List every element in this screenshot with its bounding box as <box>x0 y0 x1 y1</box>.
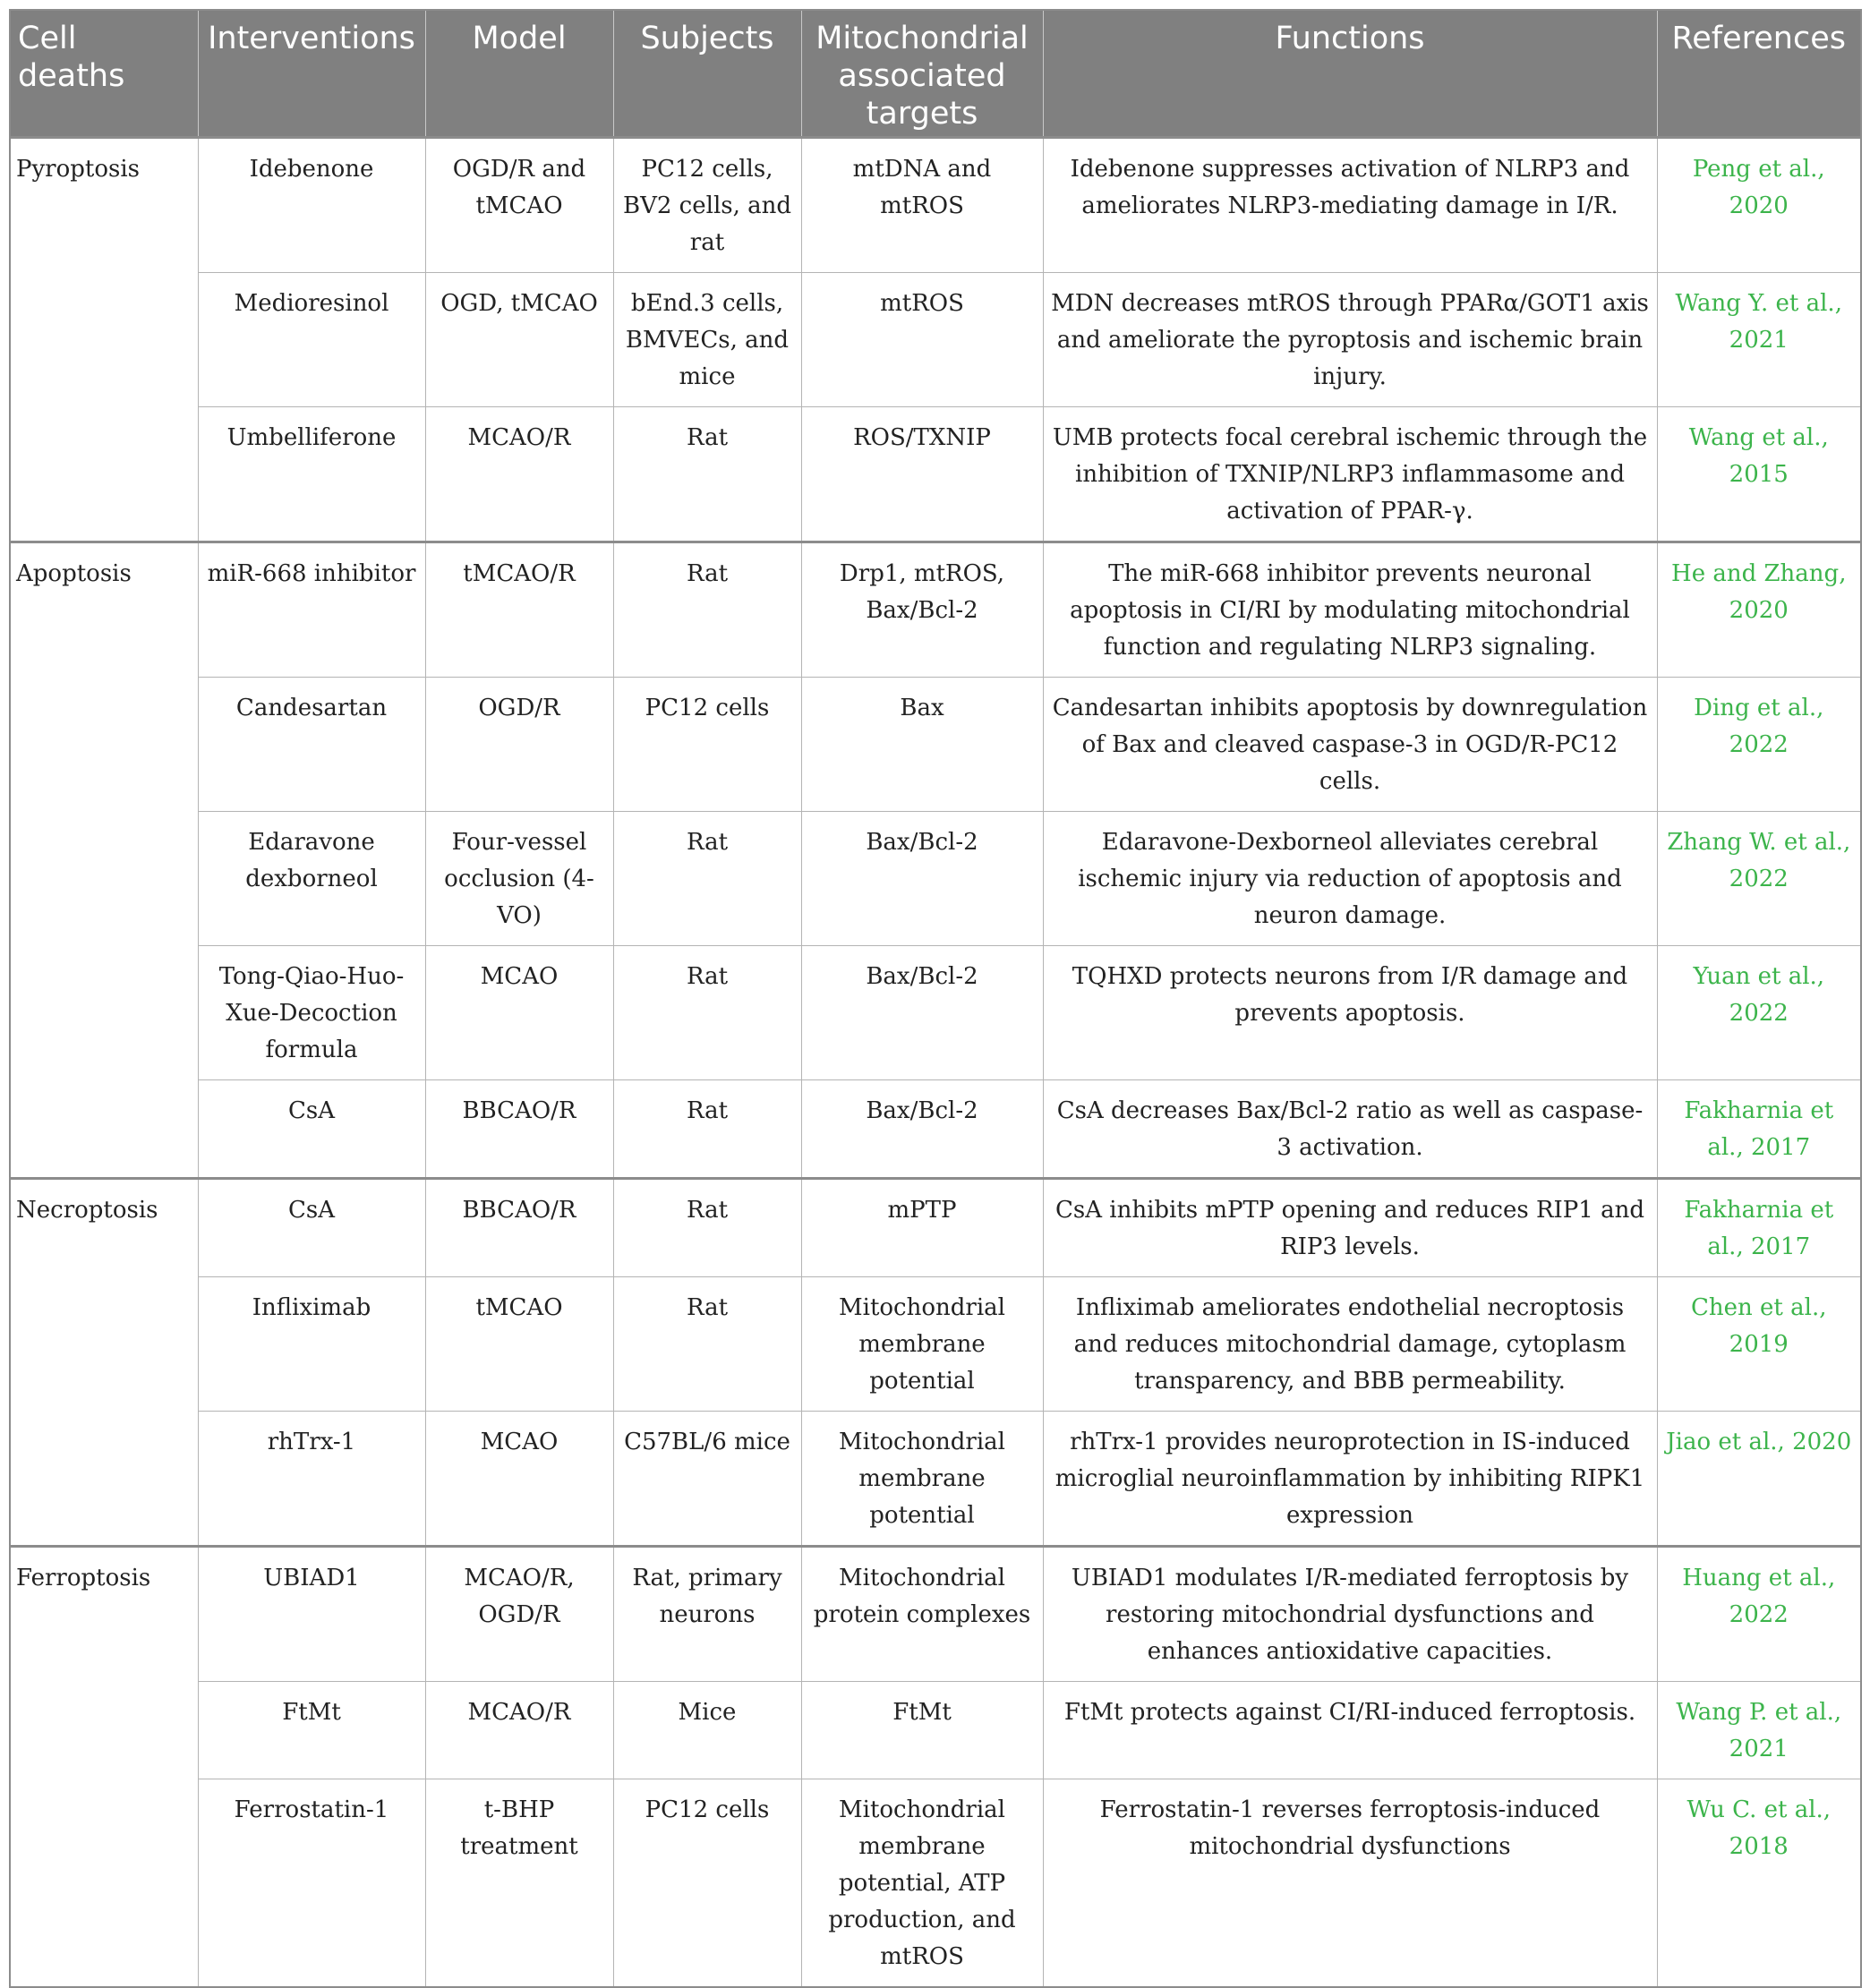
table-row <box>10 407 1861 542</box>
model-cell: MCAO/R <box>425 407 613 542</box>
functions-cell: UBIAD1 modulates I/R-mediated ferroptosis by restoring mitochondrial dysfunctions and enhances antioxidative capacities. <box>1043 1547 1657 1682</box>
model-cell: tMCAO/R <box>425 542 613 678</box>
functions-cell: Candesartan inhibits apoptosis by downregulation of Bax and cleaved caspase-3 in OGD/R-PC12 cells. <box>1043 678 1657 812</box>
functions-cell: MDN decreases mtROS through PPARα/GOT1 axis and ameliorate the pyroptosis and ischemic brain injury. <box>1043 273 1657 407</box>
cell-death-type: Pyroptosis <box>10 138 198 542</box>
header-row <box>10 10 1861 138</box>
intervention-cell: Ferrostatin-1 <box>198 1779 425 1988</box>
model-cell: BBCAO/R <box>425 1080 613 1179</box>
functions-cell: Edaravone-Dexborneol alleviates cerebral ischemic injury via reduction of apoptosis and neuron damage. <box>1043 812 1657 946</box>
table-row <box>10 1779 1861 1988</box>
model-cell: OGD, tMCAO <box>425 273 613 407</box>
table-row <box>10 542 1861 678</box>
header-mitochondrial-targets: Mitochondrial associated targets <box>801 10 1043 138</box>
subjects-cell: PC12 cells, BV2 cells, and rat <box>613 138 801 273</box>
table-row <box>10 1547 1861 1682</box>
reference-link[interactable]: Wang et al., 2015 <box>1657 407 1861 542</box>
targets-cell: Bax/Bcl-2 <box>801 1080 1043 1179</box>
model-cell: MCAO <box>425 946 613 1080</box>
header-cell-deaths: Cell deaths <box>10 10 198 138</box>
subjects-cell: bEnd.3 cells, BMVECs, and mice <box>613 273 801 407</box>
table-row <box>10 1179 1861 1277</box>
targets-cell: mtROS <box>801 273 1043 407</box>
subjects-cell: Rat <box>613 1179 801 1277</box>
targets-cell: mPTP <box>801 1179 1043 1277</box>
cell-death-type: Necroptosis <box>10 1179 198 1547</box>
targets-cell: Mitochondrial membrane potential, ATP production, and mtROS <box>801 1779 1043 1988</box>
intervention-cell: miR-668 inhibitor <box>198 542 425 678</box>
intervention-cell: Medioresinol <box>198 273 425 407</box>
intervention-cell: rhTrx-1 <box>198 1412 425 1547</box>
model-cell: OGD/R <box>425 678 613 812</box>
table-row <box>10 1080 1861 1179</box>
subjects-cell: PC12 cells <box>613 1779 801 1988</box>
header-subjects: Subjects <box>613 10 801 138</box>
model-cell: MCAO/R <box>425 1682 613 1779</box>
targets-cell: ROS/TXNIP <box>801 407 1043 542</box>
subjects-cell: Rat <box>613 1080 801 1179</box>
subjects-cell: Rat <box>613 407 801 542</box>
table-row <box>10 273 1861 407</box>
model-cell: BBCAO/R <box>425 1179 613 1277</box>
intervention-cell: FtMt <box>198 1682 425 1779</box>
model-cell: OGD/R and tMCAO <box>425 138 613 273</box>
table-row <box>10 678 1861 812</box>
subjects-cell: Rat <box>613 946 801 1080</box>
intervention-cell: CsA <box>198 1179 425 1277</box>
reference-link[interactable]: Wu C. et al., 2018 <box>1657 1779 1861 1988</box>
reference-link[interactable]: Peng et al., 2020 <box>1657 138 1861 273</box>
intervention-cell: UBIAD1 <box>198 1547 425 1682</box>
subjects-cell: Rat <box>613 812 801 946</box>
intervention-cell: Umbelliferone <box>198 407 425 542</box>
functions-cell: rhTrx-1 provides neuroprotection in IS-induced microglial neuroinflammation by inhibiting RIPK1 expression <box>1043 1412 1657 1547</box>
subjects-cell: Rat, primary neurons <box>613 1547 801 1682</box>
functions-cell: Ferrostatin-1 reverses ferroptosis-induced mitochondrial dysfunctions <box>1043 1779 1657 1988</box>
table-row <box>10 1277 1861 1412</box>
intervention-cell: CsA <box>198 1080 425 1179</box>
subjects-cell: Rat <box>613 1277 801 1412</box>
model-cell: tMCAO <box>425 1277 613 1412</box>
functions-cell: CsA inhibits mPTP opening and reduces RIP1 and RIP3 levels. <box>1043 1179 1657 1277</box>
reference-link[interactable]: Fakharnia et al., 2017 <box>1657 1080 1861 1179</box>
header-references: References <box>1657 10 1861 138</box>
intervention-cell: Tong-Qiao-Huo-Xue-Decoction formula <box>198 946 425 1080</box>
targets-cell: Bax/Bcl-2 <box>801 812 1043 946</box>
subjects-cell: Mice <box>613 1682 801 1779</box>
reference-link[interactable]: Chen et al., 2019 <box>1657 1277 1861 1412</box>
reference-link[interactable]: He and Zhang, 2020 <box>1657 542 1861 678</box>
reference-link[interactable]: Jiao et al., 2020 <box>1657 1412 1861 1547</box>
targets-cell: mtDNA and mtROS <box>801 138 1043 273</box>
intervention-cell: Candesartan <box>198 678 425 812</box>
table-row <box>10 138 1861 273</box>
intervention-cell: Infliximab <box>198 1277 425 1412</box>
cell-death-interventions-table <box>9 9 1862 1988</box>
functions-cell: Idebenone suppresses activation of NLRP3 and ameliorates NLRP3-mediating damage in I/R. <box>1043 138 1657 273</box>
functions-cell: FtMt protects against CI/RI-induced ferroptosis. <box>1043 1682 1657 1779</box>
targets-cell: Drp1, mtROS, Bax/Bcl-2 <box>801 542 1043 678</box>
model-cell: MCAO/R, OGD/R <box>425 1547 613 1682</box>
table-row <box>10 946 1861 1080</box>
reference-link[interactable]: Wang Y. et al., 2021 <box>1657 273 1861 407</box>
targets-cell: Bax/Bcl-2 <box>801 946 1043 1080</box>
functions-cell: CsA decreases Bax/Bcl-2 ratio as well as caspase-3 activation. <box>1043 1080 1657 1179</box>
functions-cell: The miR-668 inhibitor prevents neuronal apoptosis in CI/RI by modulating mitochondrial function and regulating NLRP3 signaling. <box>1043 542 1657 678</box>
header-functions: Functions <box>1043 10 1657 138</box>
targets-cell: Mitochondrial membrane potential <box>801 1277 1043 1412</box>
reference-link[interactable]: Wang P. et al., 2021 <box>1657 1682 1861 1779</box>
intervention-cell: Idebenone <box>198 138 425 273</box>
table-header <box>10 10 1861 138</box>
table-row <box>10 812 1861 946</box>
model-cell: MCAO <box>425 1412 613 1547</box>
reference-link[interactable]: Zhang W. et al., 2022 <box>1657 812 1861 946</box>
targets-cell: Bax <box>801 678 1043 812</box>
header-model: Model <box>425 10 613 138</box>
cell-death-type: Apoptosis <box>10 542 198 1179</box>
model-cell: t-BHP treatment <box>425 1779 613 1988</box>
targets-cell: Mitochondrial protein complexes <box>801 1547 1043 1682</box>
header-interventions: Interventions <box>198 10 425 138</box>
table-body <box>10 138 1861 1988</box>
reference-link[interactable]: Ding et al., 2022 <box>1657 678 1861 812</box>
cell-death-type: Ferroptosis <box>10 1547 198 1988</box>
model-cell: Four-vessel occlusion (4-VO) <box>425 812 613 946</box>
subjects-cell: PC12 cells <box>613 678 801 812</box>
intervention-cell: Edaravone dexborneol <box>198 812 425 946</box>
reference-link[interactable]: Huang et al., 2022 <box>1657 1547 1861 1682</box>
subjects-cell: Rat <box>613 542 801 678</box>
reference-link[interactable]: Fakharnia et al., 2017 <box>1657 1179 1861 1277</box>
reference-link[interactable]: Yuan et al., 2022 <box>1657 946 1861 1080</box>
targets-cell: Mitochondrial membrane potential <box>801 1412 1043 1547</box>
targets-cell: FtMt <box>801 1682 1043 1779</box>
functions-cell: TQHXD protects neurons from I/R damage and prevents apoptosis. <box>1043 946 1657 1080</box>
table-row <box>10 1682 1861 1779</box>
functions-cell: Infliximab ameliorates endothelial necroptosis and reduces mitochondrial damage, cytoplasm transparency, and BBB permeability. <box>1043 1277 1657 1412</box>
functions-cell: UMB protects focal cerebral ischemic through the inhibition of TXNIP/NLRP3 inflammasome and activation of PPAR-γ. <box>1043 407 1657 542</box>
table-row <box>10 1412 1861 1547</box>
subjects-cell: C57BL/6 mice <box>613 1412 801 1547</box>
